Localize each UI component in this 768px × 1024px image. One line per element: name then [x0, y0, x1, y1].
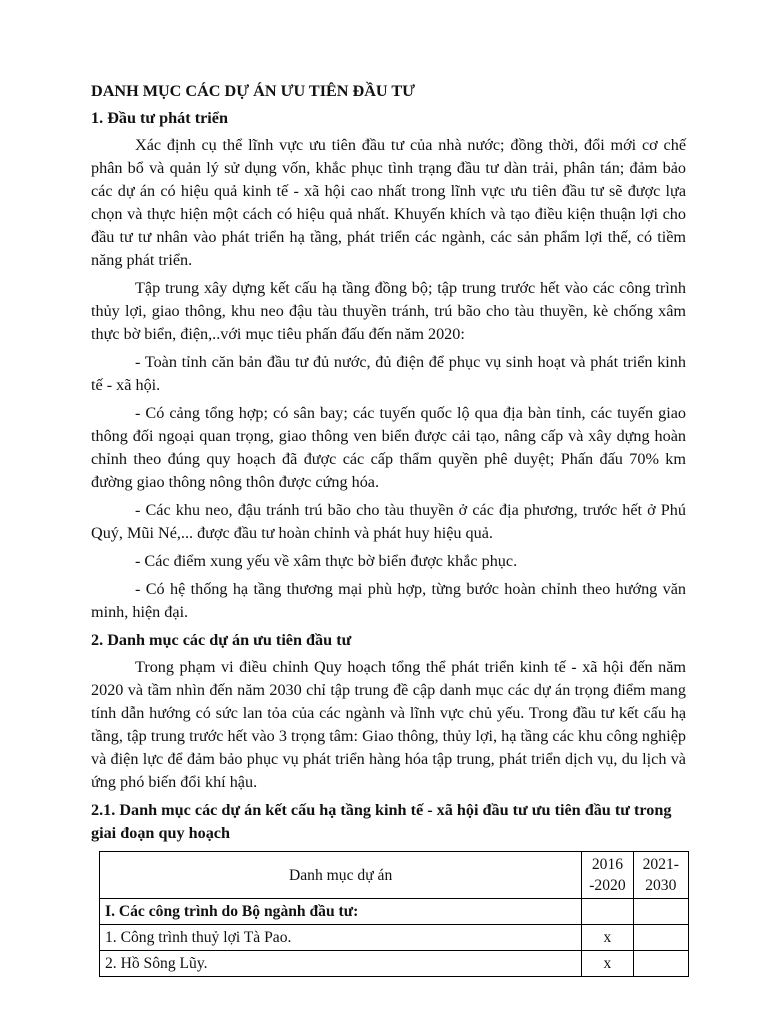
table-cell-empty — [582, 899, 633, 925]
group-label: I. Các công trình do Bộ ngành đầu tư: — [100, 899, 582, 925]
document-title: DANH MỤC CÁC DỰ ÁN ƯU TIÊN ĐẦU TƯ — [91, 82, 416, 100]
period-2-mark — [633, 951, 688, 977]
period-1-mark: x — [582, 925, 633, 951]
section-2-1-heading: 2.1. Danh mục các dự án kết cấu hạ tầng kinh tế - xã hội đầu tư ưu tiên đầu tư trong giai đoạn quy hoạch — [91, 801, 672, 842]
table-row — [100, 951, 689, 977]
section-1-paragraph-2: Tập trung xây dựng kết cấu hạ tầng đồng bộ; tập trung trước hết vào các công trình thủy lợi, giao thông, khu neo đậu tàu thuyền tránh, trú bão cho tàu thuyền, kè chống xâm thực bờ biển, điện,..với mục tiêu phấn đấu đến năm 2020: — [91, 279, 686, 343]
section-1-paragraph-1: Xác định cụ thể lĩnh vực ưu tiên đầu tư của nhà nước; đồng thời, đổi mới cơ chế phân bổ và quản lý sử dụng vốn, khắc phục tình trạng đầu tư dàn trải, phân tán; đảm bảo các dự án có hiệu quả kinh tế - xã hội cao nhất trong lĩnh vực ưu tiên đầu tư sẽ được lựa chọn và thực hiện một cách có hiệu quả nhất. Khuyến khích và tạo điều kiện thuận lợi cho đầu tư tư nhân vào phát triển hạ tầng, phát triển các ngành, các sản phẩm lợi thế, có tiềm năng phát triển. — [91, 136, 686, 269]
bullet-item: - Có hệ thống hạ tầng thương mại phù hợp, từng bước hoàn chỉnh theo hướng văn minh, hiện đại. — [91, 580, 686, 621]
table-cell-empty — [633, 899, 688, 925]
header-period-2016-2020: 2016 -2020 — [582, 852, 633, 899]
bullet-item: - Các điểm xung yếu về xâm thực bờ biển được khắc phục. — [135, 552, 518, 570]
bullet-item: - Toàn tỉnh căn bản đầu tư đủ nước, đủ điện để phục vụ sinh hoạt và phát triển kinh tế - xã hội. — [91, 353, 686, 394]
section-2-paragraph: Trong phạm vi điều chỉnh Quy hoạch tổng thể phát triển kinh tế - xã hội đến năm 2020 và tầm nhìn đến năm 2030 chỉ tập trung đề cập danh mục các dự án trọng điểm mang tính dẫn hướng có sức lan tỏa của các ngành và lĩnh vực chủ yếu. Trong đầu tư kết cấu hạ tầng, tập trung trước hết vào 3 trọng tâm: Giao thông, thủy lợi, hạ tầng các khu công nghiệp và điện lực để đảm bảo phục vụ phát triển hàng hóa tập trung, phát triển dịch vụ, du lịch và ứng phó biến đổi khí hậu. — [91, 658, 686, 791]
period-1-mark: x — [582, 951, 633, 977]
section-2-heading: 2. Danh mục các dự án ưu tiên đầu tư — [91, 631, 352, 649]
period-2-mark — [633, 925, 688, 951]
table-header-row — [100, 852, 689, 899]
project-name: 1. Công trình thuỷ lợi Tà Pao. — [100, 925, 582, 951]
header-period-2021-2030: 2021- 2030 — [633, 852, 688, 899]
bullet-item: - Các khu neo, đậu tránh trú bão cho tàu thuyền ở các địa phương, trước hết ở Phú Quý, Mũi Né,... được đầu tư hoàn chỉnh và phát huy hiệu quả. — [91, 501, 686, 542]
project-name: 2. Hồ Sông Lũy. — [100, 951, 582, 977]
bullet-item: - Có cảng tổng hợp; có sân bay; các tuyến quốc lộ qua địa bàn tỉnh, các tuyến giao thông đối ngoại quan trọng, giao thông ven biển được cải tạo, nâng cấp và xây dựng hoàn chỉnh theo đúng quy hoạch đã được các cấp thẩm quyền phê duyệt; Phấn đấu 70% km đường giao thông nông thôn được cứng hóa. — [91, 404, 686, 491]
project-table — [99, 851, 689, 977]
header-project-list: Danh mục dự án — [100, 852, 582, 899]
table-row — [100, 925, 689, 951]
section-1-heading: 1. Đầu tư phát triển — [91, 109, 228, 127]
table-group-row — [100, 899, 689, 925]
